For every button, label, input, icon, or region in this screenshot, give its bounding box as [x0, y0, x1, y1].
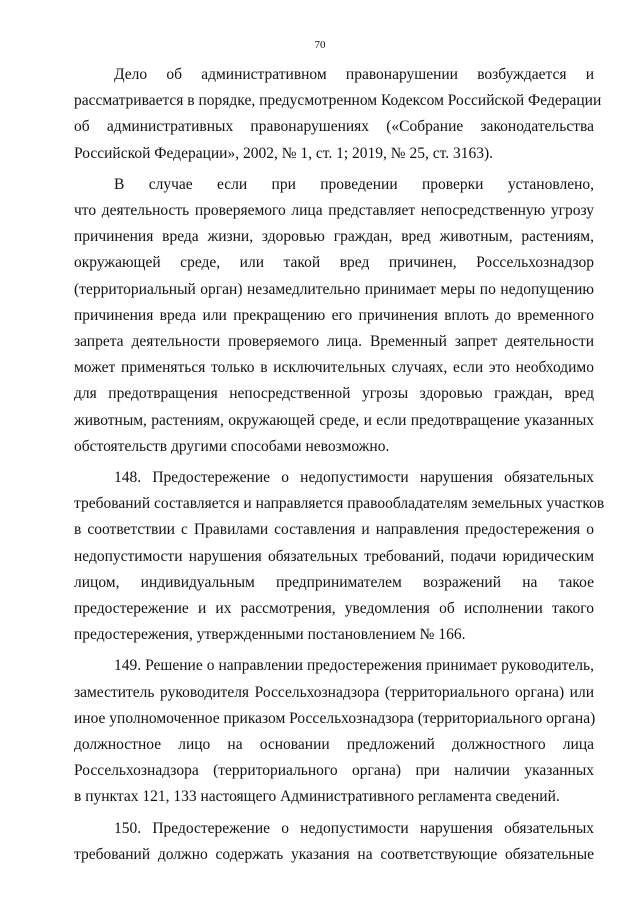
text-line: в соответствии с Правилами составления и направления предостережения о: [74, 521, 594, 539]
text-line: Российской Федерации», 2002, № 1, ст. 1; 2019, № 25, ст. 3163).: [74, 144, 493, 162]
text-line: заместитель руководителя Россельхознадзора (территориального органа) или: [74, 683, 594, 701]
text-line: причинения вреда или прекращению его причинения вплоть до временного: [74, 306, 594, 324]
text-line: лицом, индивидуальным предпринимателем возражений на такое: [74, 573, 594, 591]
text-line: в пунктах 121, 133 настоящего Административного регламента сведений.: [74, 788, 560, 806]
text-line: 150. Предостережение о недопустимости нарушения обязательных: [114, 819, 594, 837]
text-line: требований должно содержать указания на соответствующие обязательные: [74, 845, 594, 863]
text-line: иное уполномоченное приказом Россельхознадзора (территориального органа): [74, 709, 596, 727]
paragraph-149: [74, 653, 594, 810]
document-body: [74, 62, 605, 868]
text-line: В случае если при проведении проверки установлено,: [114, 175, 594, 193]
text-line: (территориальный орган) незамедлительно принимает меры по недопущению: [74, 280, 594, 298]
text-line: окружающей среде, или такой вред причинен, Россельхознадзор: [74, 254, 594, 272]
paragraph-150: [74, 816, 594, 868]
text-line: об административных правонарушениях («Собрание законодательства: [74, 118, 594, 136]
text-line: требований составляется и направляется правообладателям земельных участков: [74, 495, 605, 513]
text-line: должностное лицо на основании предложений должностного лица: [74, 736, 594, 754]
text-line: 148. Предостережение о недопустимости нарушения обязательных: [114, 469, 594, 487]
paragraph-148: [74, 465, 605, 648]
text-line: Дело об административном правонарушении возбуждается и: [114, 66, 594, 83]
text-line: рассматривается в порядке, предусмотренном Кодексом Российской Федерации: [74, 92, 602, 110]
text-line: предостережение и их рассмотрения, уведомления об исполнении такого: [74, 600, 594, 618]
paragraph-administrative-case: [74, 62, 602, 167]
text-line: что деятельность проверяемого лица представляет непосредственную угрозу: [74, 202, 594, 220]
text-line: запрета деятельности проверяемого лица. Временный запрет деятельности: [74, 333, 594, 351]
paragraph-temporary-ban: [74, 172, 594, 460]
text-line: предостережения, утвержденными постановлением № 166.: [74, 626, 466, 644]
text-line: может применяться только в исключительных случаях, если это необходимо: [74, 359, 594, 377]
text-line: животным, растениям, окружающей среде, и если предотвращение указанных: [74, 411, 594, 429]
text-line: Россельхознадзора (территориального органа) при наличии указанных: [74, 762, 594, 780]
page-number: 70: [314, 39, 326, 51]
text-line: недопустимости нарушения обязательных требований, подачи юридическим: [74, 547, 594, 565]
text-line: для предотвращения непосредственной угрозы здоровью граждан, вред: [74, 385, 594, 403]
text-line: обстоятельств другими способами невозможно.: [74, 437, 390, 455]
text-line: 149. Решение о направлении предостережения принимает руководитель,: [114, 657, 594, 675]
text-line: причинения вреда жизни, здоровью граждан, вред животным, растениям,: [74, 228, 594, 246]
